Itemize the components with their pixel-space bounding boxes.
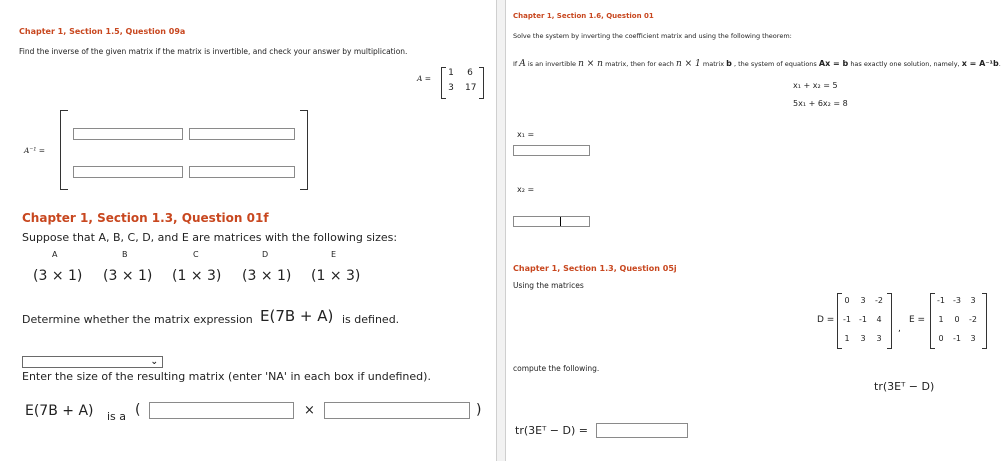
matrix-d-cell: 1	[844, 334, 850, 343]
theorem-nxn: n × n	[578, 59, 603, 69]
matrix-d-cell: 0	[844, 296, 850, 305]
size-name-d: D	[262, 250, 269, 259]
open-paren: (	[135, 402, 141, 418]
theorem-part-4: , the system of equations	[733, 60, 817, 68]
matrix-e-label: E =	[909, 315, 926, 325]
matrix-e-cell: -3	[953, 296, 961, 305]
size-rows-input[interactable]	[149, 402, 294, 419]
matrix-comma: ,	[898, 324, 901, 334]
size-cols-input[interactable]	[324, 402, 470, 419]
theorem-if: If	[513, 60, 518, 68]
matrix-e-cell: -2	[969, 315, 977, 324]
inverse-input-11[interactable]	[73, 128, 183, 140]
theorem-part-1: is an invertible	[527, 60, 577, 68]
theorem-nx1: n × 1	[676, 59, 701, 69]
defined-text: is defined.	[342, 313, 400, 326]
q3-prompt: Solve the system by inverting the coefficient matrix and using the following theorem:	[513, 32, 792, 40]
size-d: (3 × 1)	[242, 268, 292, 284]
matrix-e-cell: 1	[938, 315, 944, 324]
matrix-d-right-bracket	[887, 293, 892, 349]
trace-answer-input[interactable]	[596, 423, 688, 438]
x1-label: x₁ =	[517, 130, 535, 139]
matrix-d-cell: 3	[860, 334, 866, 343]
times-sign: ×	[304, 403, 315, 418]
inverse-input-21[interactable]	[73, 166, 183, 178]
q2-prompt: Suppose that A, B, C, D, and E are matrices with the following sizes:	[22, 231, 398, 244]
compute-text: compute the following.	[513, 364, 600, 373]
matrix-e-right-bracket	[982, 293, 987, 349]
expression: E(7B + A)	[260, 307, 334, 325]
inverse-left-bracket	[60, 110, 68, 190]
inverse-right-bracket	[300, 110, 308, 190]
x2-label: x₂ =	[517, 185, 535, 194]
q4-title: Chapter 1, Section 1.3, Question 05j	[513, 264, 677, 273]
chevron-down-icon: ⌄	[150, 357, 158, 367]
theorem-a: A	[519, 59, 526, 69]
size-name-b: B	[122, 250, 128, 259]
q1-title: Chapter 1, Section 1.5, Question 09a	[19, 27, 186, 36]
matrix-a-right-bracket	[479, 67, 484, 99]
trace-expression: tr(3Eᵀ − D)	[874, 380, 935, 393]
matrix-e-cell: 3	[970, 296, 976, 305]
right-panel	[505, 0, 1001, 461]
close-paren: )	[476, 402, 482, 418]
theorem-end: .	[998, 60, 1001, 68]
size-c: (1 × 3)	[172, 268, 222, 284]
matrix-d-cell: 3	[860, 296, 866, 305]
theorem-equation: Ax = b	[818, 59, 849, 68]
matrix-a-cell: 3	[448, 83, 454, 93]
matrix-d-cell: -1	[859, 315, 867, 324]
matrix-a-cell: 6	[467, 68, 473, 78]
matrix-a-cell: 17	[465, 83, 477, 93]
matrix-a-label: A =	[417, 74, 432, 83]
size-name-c: C	[193, 250, 199, 259]
q4-prompt: Using the matrices	[513, 281, 584, 290]
theorem-line	[513, 59, 1001, 69]
expression-2: E(7B + A)	[25, 403, 94, 419]
inverse-label: A⁻¹ =	[24, 146, 46, 155]
determine-text: Determine whether the matrix expression	[22, 313, 253, 326]
left-panel	[0, 0, 497, 461]
theorem-solution: x = A⁻¹b	[961, 59, 999, 68]
size-name-e: E	[331, 250, 337, 259]
theorem-part-2: matrix, then for each	[605, 60, 674, 68]
enter-size-text: Enter the size of the resulting matrix (enter 'NA' in each box if undefined).	[22, 370, 431, 383]
matrix-e-cell: -1	[937, 296, 945, 305]
matrix-d-cell: 3	[876, 334, 882, 343]
matrix-d-cell: -2	[875, 296, 883, 305]
q1-prompt: Find the inverse of the given matrix if the matrix is invertible, and check your answer by multiplication.	[19, 47, 408, 56]
inverse-input-12[interactable]	[189, 128, 295, 140]
matrix-a-cell: 1	[448, 68, 454, 78]
text-cursor	[560, 217, 561, 226]
matrix-d-label: D =	[817, 315, 835, 325]
q3-title: Chapter 1, Section 1.6, Question 01	[513, 12, 654, 20]
trace-answer-label: tr(3Eᵀ − D) =	[515, 424, 588, 437]
q2-title: Chapter 1, Section 1.3, Question 01f	[22, 211, 269, 225]
defined-dropdown[interactable]	[22, 356, 163, 368]
size-name-a: A	[52, 250, 58, 259]
size-b: (3 × 1)	[103, 268, 153, 284]
matrix-d-cell: 4	[876, 315, 882, 324]
theorem-part-5: has exactly one solution, namely,	[850, 60, 960, 68]
is-a-text: is a	[107, 410, 127, 423]
matrix-e-cell: 0	[954, 315, 960, 324]
x2-input[interactable]	[513, 216, 590, 227]
inverse-input-22[interactable]	[189, 166, 295, 178]
panel-divider	[497, 0, 505, 461]
theorem-b: b	[726, 59, 732, 68]
equation-2: 5x₁ + 6x₂ = 8	[793, 99, 848, 108]
matrix-e-cell: 0	[938, 334, 944, 343]
matrix-d-cell: -1	[843, 315, 851, 324]
equation-1: x₁ + x₂ = 5	[793, 81, 838, 90]
matrix-e-cell: 3	[970, 334, 976, 343]
matrix-e-cell: -1	[953, 334, 961, 343]
size-a: (3 × 1)	[33, 268, 83, 284]
x1-input[interactable]	[513, 145, 590, 156]
theorem-part-3: matrix	[702, 60, 725, 68]
size-e: (1 × 3)	[311, 268, 361, 284]
